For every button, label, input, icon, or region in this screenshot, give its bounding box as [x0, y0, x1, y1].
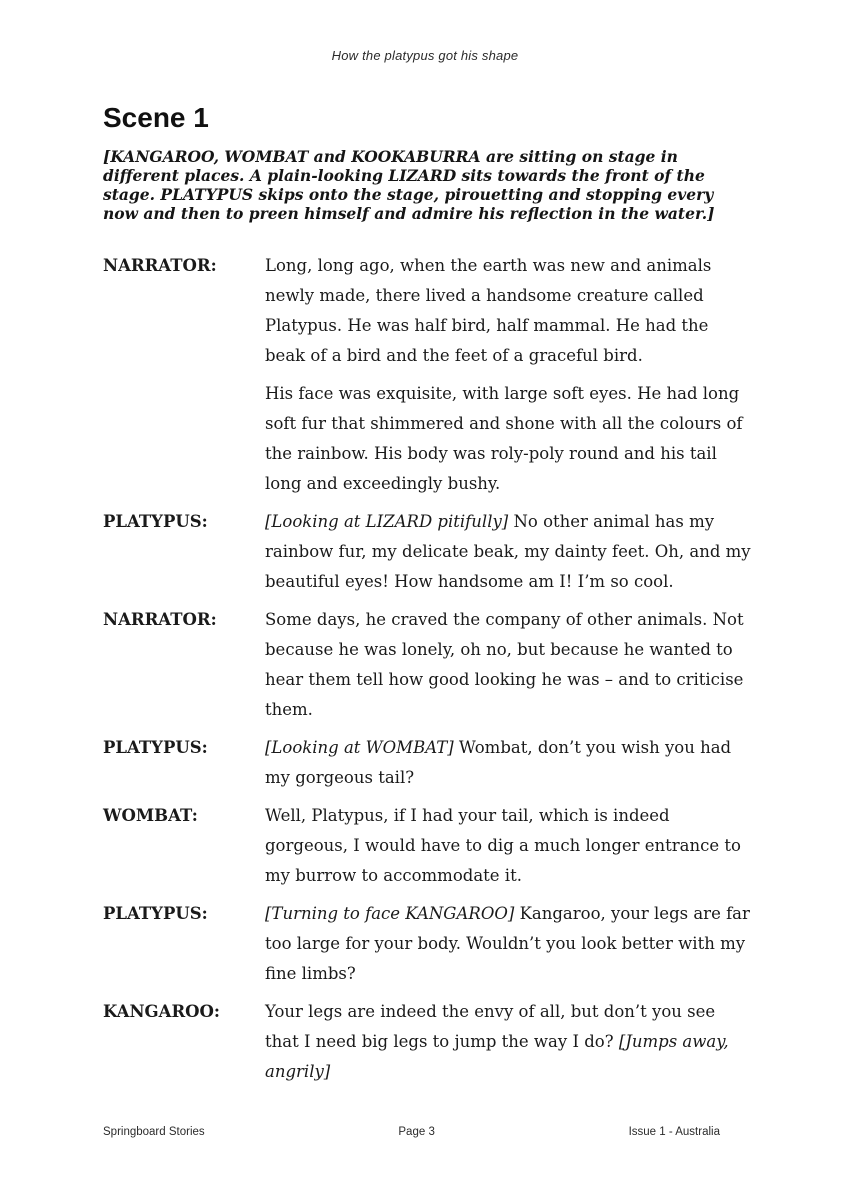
footer-issue: Issue 1 - Australia	[628, 1126, 720, 1138]
dialogue-text: Your legs are indeed the envy of all, but don’t you see that I need big legs to jump the way I do?	[265, 1002, 716, 1051]
stage-cue: [Looking at LIZARD pitifully]	[265, 512, 509, 531]
speaker-label: PLATYPUS:	[103, 738, 208, 757]
dialogue	[265, 899, 751, 997]
dialogue-paragraph	[265, 251, 751, 371]
stage-cue: [Jumps away, angrily]	[265, 1032, 729, 1081]
footer-page-number: Page 3	[398, 1126, 435, 1138]
dialogue-text: No other animal has my rainbow fur, my delicate beak, my dainty feet. Oh, and my beautiful eyes! How handsome am I! I’m so cool.	[265, 512, 751, 591]
script-block	[103, 605, 751, 733]
dialogue-paragraph	[265, 507, 751, 597]
dialogue-paragraph	[265, 733, 751, 793]
script-block	[103, 733, 751, 801]
script-block	[103, 507, 751, 605]
dialogue	[265, 733, 751, 801]
dialogue	[265, 997, 751, 1095]
dialogue	[265, 251, 751, 507]
page-footer	[103, 1126, 720, 1138]
script-body	[103, 251, 751, 1095]
script-block	[103, 899, 751, 997]
page-content	[103, 102, 751, 1095]
dialogue-text: His face was exquisite, with large soft eyes. He had long soft fur that shimmered and shone with all the colours of the rainbow. His body was roly-poly round and his tail long and exceedingly bushy.	[265, 384, 743, 493]
footer-publication: Springboard Stories	[103, 1126, 205, 1138]
speaker-label: KANGAROO:	[103, 1002, 220, 1021]
dialogue-paragraph	[265, 997, 751, 1087]
dialogue-text: Wombat, don’t you wish you had my gorgeous tail?	[265, 738, 732, 787]
speaker-label: NARRATOR:	[103, 256, 217, 275]
speaker-label: PLATYPUS:	[103, 904, 208, 923]
speaker-label: PLATYPUS:	[103, 512, 208, 531]
stage-direction: [KANGAROO, WOMBAT and KOOKABURRA are sitting on stage in different places. A plain-looking LIZARD sits towards the front of the stage. PLATYPUS skips onto the stage, pirouetting and stopping every now and then to preen himself and admire his reflection in the water.]	[103, 147, 715, 223]
script-block	[103, 251, 751, 507]
script-block	[103, 801, 751, 899]
script-block	[103, 997, 751, 1095]
speaker-label: NARRATOR:	[103, 610, 217, 629]
dialogue-text: Kangaroo, your legs are far too large for your body. Wouldn’t you look better with my fine limbs?	[265, 904, 750, 983]
dialogue	[265, 507, 751, 605]
dialogue	[265, 801, 751, 899]
running-header: How the platypus got his shape	[331, 48, 519, 63]
dialogue-text: Long, long ago, when the earth was new and animals newly made, there lived a handsome creature called Platypus. He was half bird, half mammal. He had the beak of a bird and the feet of a graceful bird.	[265, 256, 712, 365]
dialogue-paragraph	[265, 379, 751, 499]
dialogue-text: Some days, he craved the company of other animals. Not because he was lonely, oh no, but because he wanted to hear them tell how good looking he was – and to criticise them.	[265, 610, 744, 719]
stage-cue: [Looking at WOMBAT]	[265, 738, 454, 757]
dialogue-paragraph	[265, 801, 751, 891]
dialogue-paragraph	[265, 899, 751, 989]
stage-cue: [Turning to face KANGAROO]	[265, 904, 515, 923]
dialogue-paragraph	[265, 605, 751, 725]
dialogue-text: Well, Platypus, if I had your tail, which is indeed gorgeous, I would have to dig a much longer entrance to my burrow to accommodate it.	[265, 806, 741, 885]
speaker-label: WOMBAT:	[103, 806, 198, 825]
dialogue	[265, 605, 751, 733]
scene-heading: Scene 1	[103, 102, 209, 133]
